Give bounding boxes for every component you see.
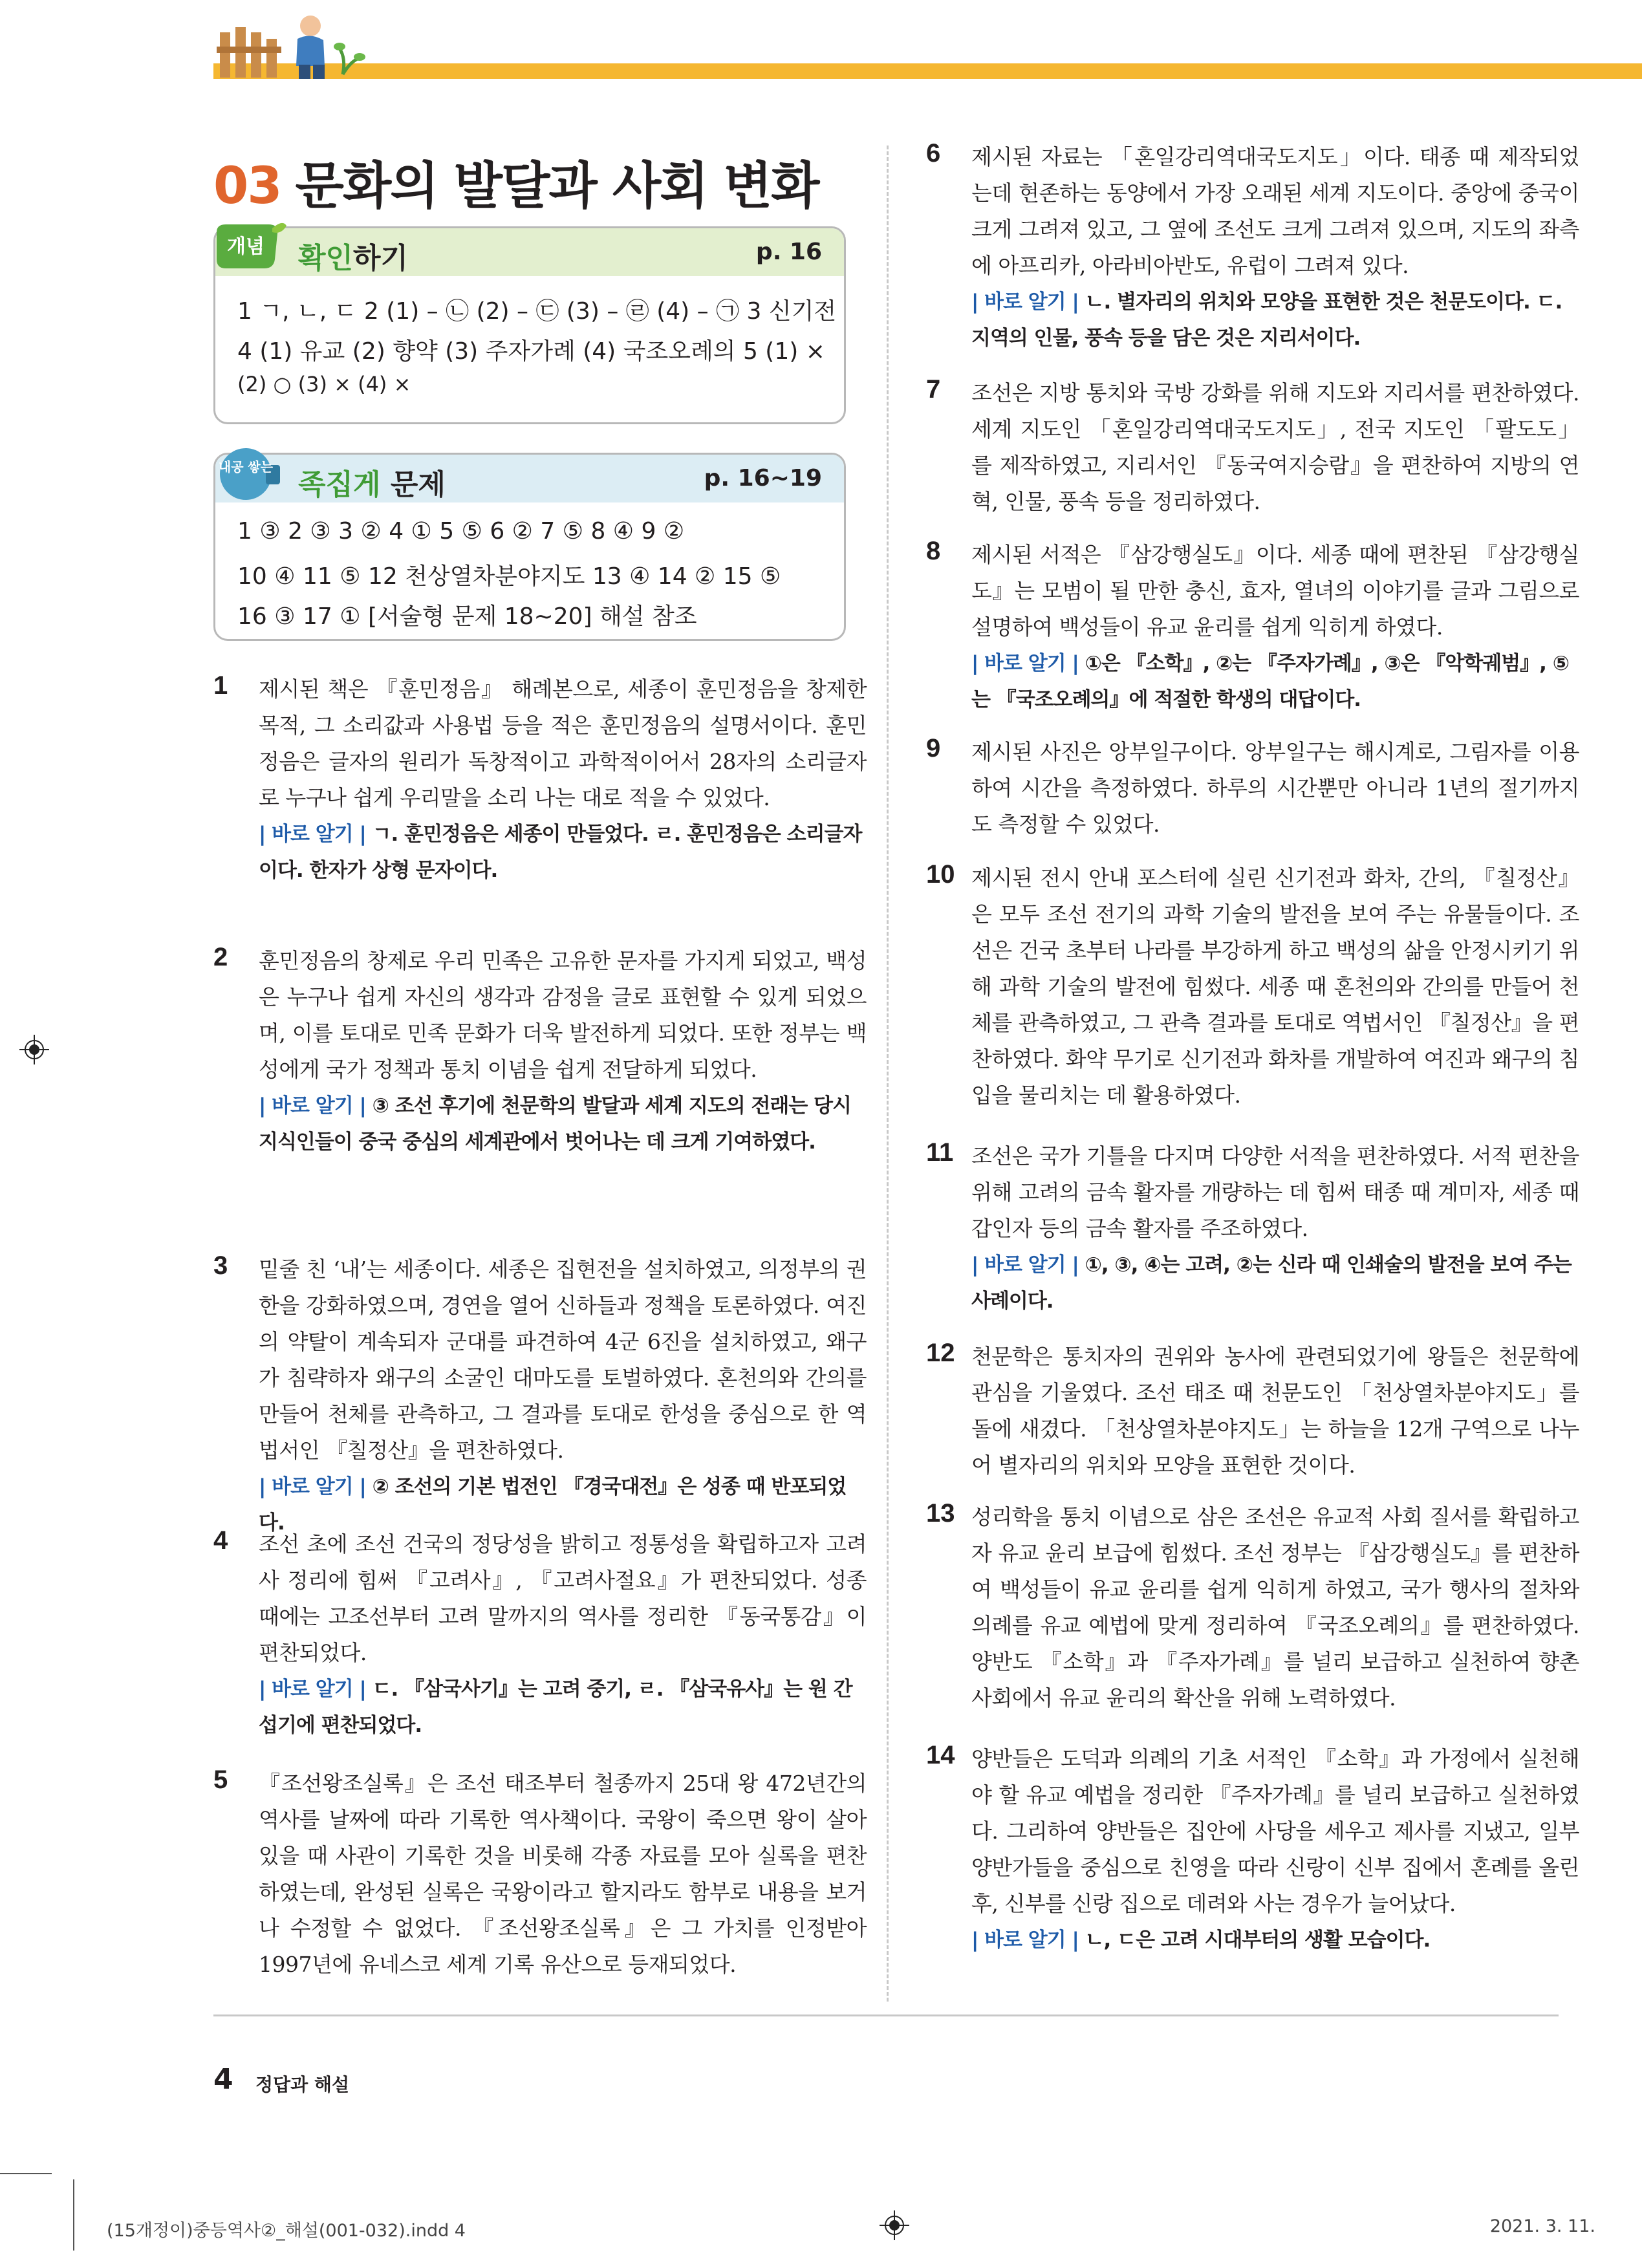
question-number: 7 (926, 375, 941, 404)
note-label: | 바로 알기 | (259, 823, 366, 846)
problem-answer-line: 16 ③ 17 ① [서술형 문제 18~20] 해설 참조 (237, 603, 697, 630)
question-number: 3 (213, 1251, 228, 1280)
question-body: 성리학을 통치 이념으로 삼은 조선은 유교적 사회 질서를 확립하고자 유교 윤리 보급에 힘썼다. 조선 정부는 『삼강행실도』를 편찬하여 백성들이 유교 윤리를 쉽게 익히게 하였고, 국가 행사의 절차와 의례를 유교 예법에 맞게 정리하여 『국조오례의』를 편찬하였다. 양반도 『소학』과 『주자가례』를 널리 보급하고 실천하여 향촌 사회에서 유교 윤리의 확산을 위해 노력하였다. (971, 1504, 1579, 1711)
question-item (213, 671, 867, 889)
question-item (926, 1499, 1579, 1716)
problem-answer-line: 1 ③ 2 ③ 3 ② 4 ① 5 ⑤ 6 ② 7 ⑤ 8 ④ 9 ② (237, 518, 685, 545)
concept-answer-line: 4 (1) 유교 (2) 향약 (3) 주자가례 (4) 국조오례의 5 (1) × (237, 338, 825, 365)
question-note (971, 1922, 1579, 1958)
question-number: 12 (926, 1339, 955, 1367)
section-number: 03 (213, 157, 281, 215)
question-body: 조선 초에 조선 건국의 정당성을 밝히고 정통성을 확립하고자 고려사 정리에 힘써 『고려사』, 『고려사절요』가 편찬되었다. 성종 때에는 고조선부터 고려 말까지의 역사를 정리한 『동국통감』이 편찬되었다. (259, 1531, 867, 1665)
question-note (259, 1671, 867, 1744)
question-number: 5 (213, 1766, 228, 1794)
note-label: | 바로 알기 | (971, 652, 1079, 675)
registration-mark-icon (19, 1035, 49, 1064)
crop-mark (0, 2173, 52, 2174)
question-note (259, 1088, 867, 1160)
concept-badge-icon (210, 219, 288, 277)
question-body: 제시된 책은 『훈민정음』 해례본으로, 세종이 훈민정음을 창제한 목적, 그 소리값과 사용법 등을 적은 훈민정음의 설명서이다. 훈민정음은 글자의 원리가 독창적이고 과학적이어서 28자의 소리글자로 누구나 쉽게 우리말을 소리 나는 대로 적을 수 있었다. (259, 676, 867, 810)
note-label: | 바로 알기 | (259, 1475, 366, 1498)
concept-box-page: p. 16 (755, 239, 822, 265)
question-item (926, 1339, 1579, 1484)
print-date: 2021. 3. 11. (1489, 2216, 1595, 2236)
question-item (926, 537, 1579, 718)
question-body: 제시된 서적은 『삼강행실도』이다. 세종 때에 편찬된 『삼강행실도』는 모범이 될 만한 충신, 효자, 열녀의 이야기를 글과 그림으로 설명하여 백성들이 유교 윤리를 쉽게 익히게 하였다. (971, 542, 1579, 640)
problem-answer-line: 10 ④ 11 ⑤ 12 천상열차분야지도 13 ④ 14 ② 15 ⑤ (237, 563, 781, 590)
question-number: 4 (213, 1526, 228, 1555)
question-number: 10 (926, 860, 955, 889)
section-title (213, 146, 819, 218)
question-number: 6 (926, 139, 941, 167)
gardener-illustration-icon (213, 13, 369, 84)
problem-box-page: p. 16~19 (704, 465, 822, 491)
question-item (926, 139, 1579, 356)
note-text: ①, ③, ④는 고려, ②는 신라 때 인쇄술의 발전을 보여 주는 사례이다. (971, 1253, 1572, 1313)
question-note (971, 645, 1579, 718)
header-accent-bar (213, 63, 1642, 79)
question-number: 8 (926, 537, 941, 565)
column-divider (887, 146, 889, 2002)
question-number: 11 (926, 1138, 954, 1167)
question-item (926, 1741, 1579, 1958)
note-text: ③ 조선 후기에 천문학의 발달과 세계 지도의 전래는 당시 지식인들이 중국 중심의 세계관에서 벗어나는 데 크게 기여하였다. (259, 1094, 852, 1154)
footer-divider (213, 2014, 1559, 2016)
note-text: ㄴ, ㄷ은 고려 시대부터의 생활 모습이다. (1085, 1928, 1431, 1952)
question-number: 9 (926, 734, 941, 762)
concept-box-title (298, 235, 408, 276)
note-text: ㄷ. 『삼국사기』는 고려 중기, ㄹ. 『삼국유사』는 원 간섭기에 편찬되었다. (259, 1678, 852, 1737)
question-item (926, 375, 1579, 520)
concept-badge-text: 개념 (227, 235, 265, 258)
crop-mark (73, 2179, 74, 2251)
question-note (971, 1247, 1579, 1319)
question-item (213, 1526, 867, 1744)
question-body: 천문학은 통치자의 권위와 농사에 관련되었기에 왕들은 천문학에 관심을 기울였다. 조선 태조 때 천문도인 「천상열차분야지도」를 돌에 새겼다. 「천상열차분야지도」는 하늘을 12개 구역으로 나누어 별자리의 위치와 모양을 표현한 것이다. (971, 1344, 1579, 1478)
concept-title-accent: 확인 (298, 242, 354, 275)
note-label: | 바로 알기 | (971, 1928, 1079, 1952)
problem-box-title (298, 461, 446, 502)
question-body: 조선은 국가 기틀을 다지며 다양한 서적을 편찬하였다. 서적 편찬을 위해 고려의 금속 활자를 개량하는 데 힘써 태종 때 계미자, 세종 때 갑인자 등의 금속 활자를 주조하였다. (971, 1143, 1579, 1241)
print-file-name: (15개정이)중등역사②_해설(001-032).indd 4 (107, 2221, 466, 2241)
question-item (213, 1251, 867, 1541)
note-label: | 바로 알기 | (259, 1094, 366, 1118)
question-number: 14 (926, 1741, 955, 1769)
concept-title-rest: 하기 (353, 242, 409, 275)
problem-answer-box (213, 453, 846, 641)
question-body: 제시된 전시 안내 포스터에 실린 신기전과 화차, 간의, 『칠정산』은 모두 조선 전기의 과학 기술의 발전을 보여 주는 유물들이다. 조선은 건국 초부터 나라를 부강하게 하고 백성의 삶을 안정시키기 위해 과학 기술의 발전에 힘썼다. 세종 때 혼천의와 간의를 만들어 천체를 관측하였고, 그 관측 결과를 토대로 역법서인 『칠정산』을 편찬하였다. 화약 무기로 신기전과 화차를 개발하여 여진과 왜구의 침입을 물리치는 데 활용하였다. (971, 865, 1579, 1108)
question-note (259, 816, 867, 889)
problem-title-rest: 문제 (380, 468, 446, 501)
question-item (213, 943, 867, 1160)
note-text: ② 조선의 기본 법전인 『경국대전』은 성종 때 반포되었다. (259, 1475, 847, 1535)
problem-badge-icon (210, 446, 288, 504)
question-item (926, 860, 1579, 1114)
note-label: | 바로 알기 | (259, 1678, 366, 1701)
footer-label: 정답과 해설 (255, 2074, 349, 2095)
question-body: 양반들은 도덕과 의례의 기초 서적인 『소학』과 가정에서 실천해야 할 유교 예법을 정리한 『주자가례』를 널리 보급하고 실천하였다. 그리하여 양반들은 집안에 사당을 세우고 제사를 지냈고, 일부 양반가들을 중심으로 친영을 따라 신랑이 신부 집에서 혼례를 올린 후, 신부를 신랑 집으로 데려와 사는 경우가 늘어났다. (971, 1746, 1579, 1916)
question-body: 조선은 지방 통치와 국방 강화를 위해 지도와 지리서를 편찬하였다. 세계 지도인 「혼일강리역대국도지도」, 전국 지도인 「팔도도」를 제작하였고, 지리서인 『동국여지승람』을 편찬하여 지방의 연혁, 인물, 풍속 등을 정리하였다. (971, 380, 1579, 514)
concept-answer-line: (2) ○ (3) × (4) × (237, 372, 411, 396)
note-text: ㄴ. 별자리의 위치와 모양을 표현한 것은 천문도이다. ㄷ. 지역의 인물, 풍속 등을 담은 것은 지리서이다. (971, 290, 1562, 350)
question-number: 2 (213, 943, 228, 971)
note-text: ㄱ. 훈민정음은 세종이 만들었다. ㄹ. 훈민정음은 소리글자이다. 한자가 상형 문자이다. (259, 823, 862, 882)
question-note (971, 284, 1579, 356)
question-body: 제시된 자료는 「혼일강리역대국도지도」이다. 태종 때 제작되었는데 현존하는 동양에서 가장 오래된 세계 지도이다. 중앙에 중국이 크게 그려져 있고, 그 옆에 조선도 크게 그려져 있으며, 지도의 좌측에 아프리카, 아라비아반도, 유럽이 그려져 있다. (971, 144, 1579, 278)
concept-answer-line: 1 ㄱ, ㄴ, ㄷ 2 (1) – ㉡ (2) – ㉢ (3) – ㉣ (4) – ㉠ 3 신기전 (237, 298, 837, 325)
note-text: ①은 『소학』, ②는 『주자가례』, ③은 『악학궤범』, ⑤는 『국조오례의』에 적절한 학생의 대답이다. (971, 652, 1569, 711)
question-body: 훈민정음의 창제로 우리 민족은 고유한 문자를 가지게 되었고, 백성은 누구나 쉽게 자신의 생각과 감정을 글로 표현할 수 있게 되었으며, 이를 토대로 민족 문화가 더욱 발전하게 되었다. 또한 정부는 백성에게 국가 정책과 통치 이념을 쉽게 전달하게 되었다. (259, 948, 867, 1082)
problem-title-accent: 족집게 (298, 468, 381, 501)
question-item (926, 734, 1579, 843)
problem-badge-text: 내공 쌓는 (218, 459, 274, 475)
question-number: 1 (213, 671, 228, 700)
section-title-text: 문화의 발달과 사회 변화 (295, 157, 819, 215)
concept-check-box (213, 226, 846, 424)
question-item (213, 1766, 867, 1983)
note-label: | 바로 알기 | (971, 290, 1079, 314)
question-body: 『조선왕조실록』은 조선 태조부터 철종까지 25대 왕 472년간의 역사를 날짜에 따라 기록한 역사책이다. 국왕이 죽으면 왕이 살아 있을 때 사관이 기록한 것을 비롯해 각종 자료를 모아 실록을 편찬하였는데, 완성된 실록은 국왕이라고 할지라도 함부로 내용을 보거나 수정할 수 없었다. 『조선왕조실록』은 그 가치를 인정받아 1997년에 유네스코 세계 기록 유산으로 등재되었다. (259, 1771, 867, 1977)
question-body: 밑줄 친 ‘내’는 세종이다. 세종은 집현전을 설치하였고, 의정부의 권한을 강화하였으며, 경연을 열어 신하들과 정책을 토론하였다. 여진의 약탈이 계속되자 군대를 파견하여 4군 6진을 설치하였고, 왜구가 침략하자 왜구의 소굴인 대마도를 토벌하였다. 혼천의와 간의를 만들어 천체를 관측하고, 그 결과를 토대로 한성을 중심으로 한 역법서인 『칠정산』을 편찬하였다. (259, 1257, 867, 1463)
question-number: 13 (926, 1499, 955, 1528)
question-body: 제시된 사진은 앙부일구이다. 앙부일구는 해시계로, 그림자를 이용하여 시간을 측정하였다. 하루의 시간뿐만 아니라 1년의 절기까지도 측정할 수 있었다. (971, 739, 1579, 837)
page-number: 4 (213, 2063, 233, 2096)
registration-mark-icon (880, 2210, 909, 2240)
question-item (926, 1138, 1579, 1319)
note-label: | 바로 알기 | (971, 1253, 1079, 1277)
